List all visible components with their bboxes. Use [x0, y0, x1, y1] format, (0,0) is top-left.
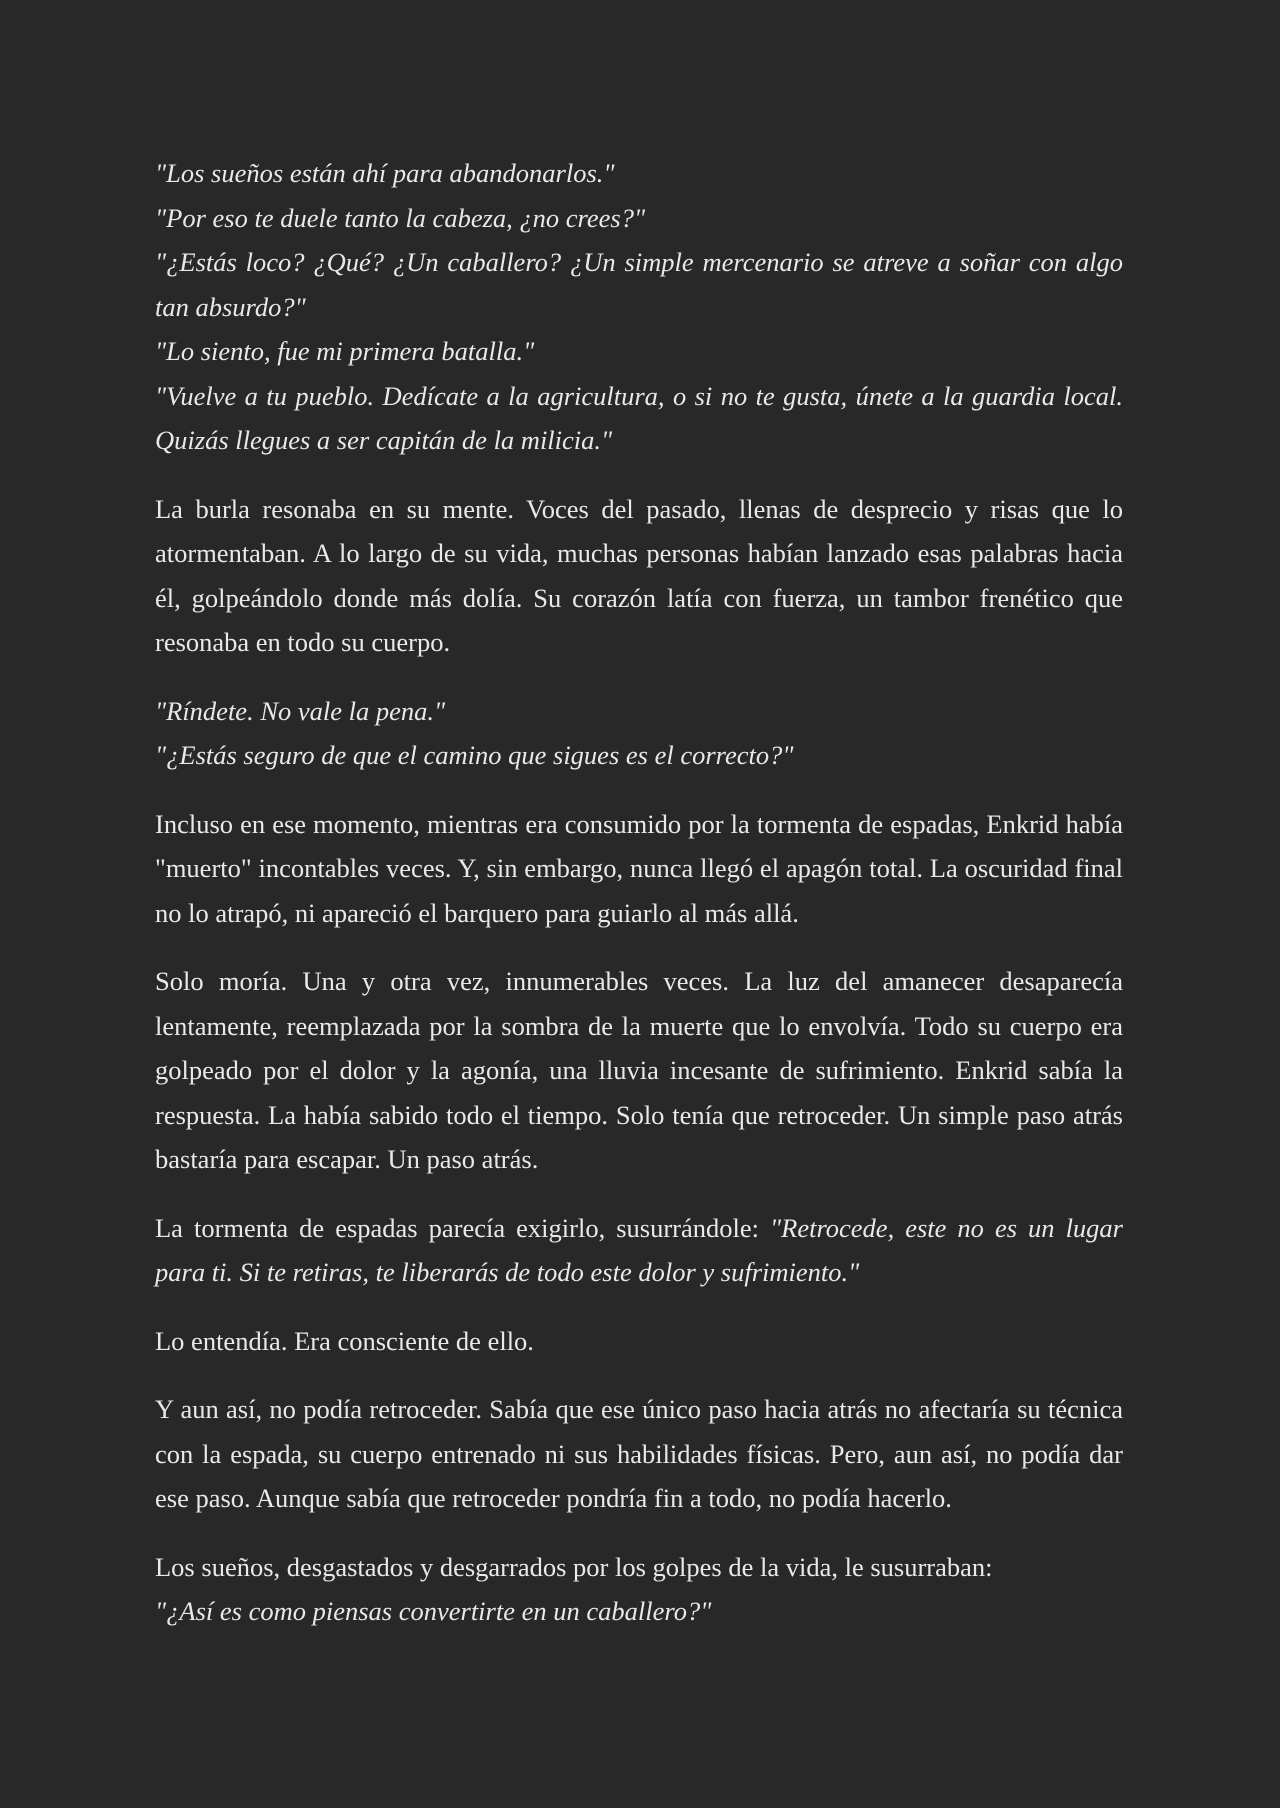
- narration-text: Y aun así, no podía retroceder. Sabía que ese único paso hacia atrás no afectaría su técnica con la espada, su cuerpo entrenado ni sus habilidades físicas. Pero, aun así, no podía dar ese paso. Aunque sabía que retroceder pondría fin a todo, no podía hacerlo.: [155, 1394, 1123, 1513]
- chapter-text: [155, 151, 1123, 1634]
- dialogue-text: "Lo siento, fue mi primera batalla.": [155, 336, 535, 366]
- narration-text: La burla resonaba en su mente. Voces del pasado, llenas de desprecio y risas que lo atormentaban. A lo largo de su vida, muchas personas habían lanzado esas palabras hacia él, golpeándolo donde más dolía. Su corazón latía con fuerza, un tambor frenético que resonaba en todo su cuerpo.: [155, 493, 1123, 657]
- narration-text: Solo moría. Una y otra vez, innumerables veces. La luz del amanecer desaparecía lentamente, reemplazada por la sombra de la muerte que lo envolvía. Todo su cuerpo era golpeado por el dolor y la agonía, una lluvia incesante de sufrimiento. Enkrid sabía la respuesta. La había sabido todo el tiempo. Solo tenía que retroceder. Un simple paso atrás bastaría para escapar. Un paso atrás.: [155, 966, 1123, 1174]
- text-line: [155, 1545, 1123, 1590]
- dialogue-text: "Retrocede, este no es un lugar para ti. Si te retiras, te liberarás de todo este dolor y sufrimiento.": [155, 1212, 1123, 1287]
- dialogue-text: "¿Estás loco? ¿Qué? ¿Un caballero? ¿Un simple mercenario se atreve a soñar con algo tan absurdo?": [155, 247, 1123, 322]
- paragraph: [155, 959, 1123, 1182]
- narration-text: Lo entendía. Era consciente de ello.: [155, 1325, 534, 1356]
- narration-text: Incluso en ese momento, mientras era consumido por la tormenta de espadas, Enkrid había "muerto" incontables veces. Y, sin embargo, nunca llegó el apagón total. La oscuridad final no lo atrapó, ni apareció el barquero para guiarlo al más allá.: [155, 808, 1123, 928]
- dialogue-text: "Ríndete. No vale la pena.": [155, 695, 446, 726]
- narration-text: La tormenta de espadas parecía exigirlo, susurrándole:: [155, 1212, 771, 1243]
- text-line: [155, 1387, 1123, 1521]
- dialogue-text: "¿Así es como piensas convertirte en un caballero?": [155, 1596, 712, 1626]
- paragraph: [155, 1319, 1123, 1364]
- text-line: [155, 196, 1123, 241]
- text-line: [155, 689, 1123, 734]
- text-line: [155, 959, 1123, 1182]
- text-line: [155, 1589, 1123, 1634]
- dialogue-text: "Los sueños están ahí para abandonarlos.": [155, 158, 615, 188]
- text-line: [155, 374, 1123, 463]
- text-line: [155, 487, 1123, 665]
- text-line: [155, 1319, 1123, 1364]
- paragraph: [155, 1206, 1123, 1295]
- paragraph: [155, 151, 1123, 463]
- dialogue-text: "Por eso te duele tanto la cabeza, ¿no crees?": [155, 202, 646, 233]
- paragraph: [155, 1545, 1123, 1634]
- text-line: [155, 329, 1123, 374]
- text-line: [155, 151, 1123, 196]
- text-line: [155, 802, 1123, 936]
- paragraph: [155, 802, 1123, 936]
- paragraph: [155, 689, 1123, 778]
- text-line: [155, 733, 1123, 778]
- paragraph: [155, 487, 1123, 665]
- narration-text: Los sueños, desgastados y desgarrados por los golpes de la vida, le susurraban:: [155, 1551, 993, 1582]
- dialogue-text: "¿Estás seguro de que el camino que sigues es el correcto?": [155, 740, 794, 770]
- text-line: [155, 240, 1123, 329]
- dialogue-text: "Vuelve a tu pueblo. Dedícate a la agricultura, o si no te gusta, únete a la guardia local. Quizás llegues a ser capitán de la milicia.": [155, 380, 1123, 455]
- paragraph: [155, 1387, 1123, 1521]
- text-line: [155, 1206, 1123, 1295]
